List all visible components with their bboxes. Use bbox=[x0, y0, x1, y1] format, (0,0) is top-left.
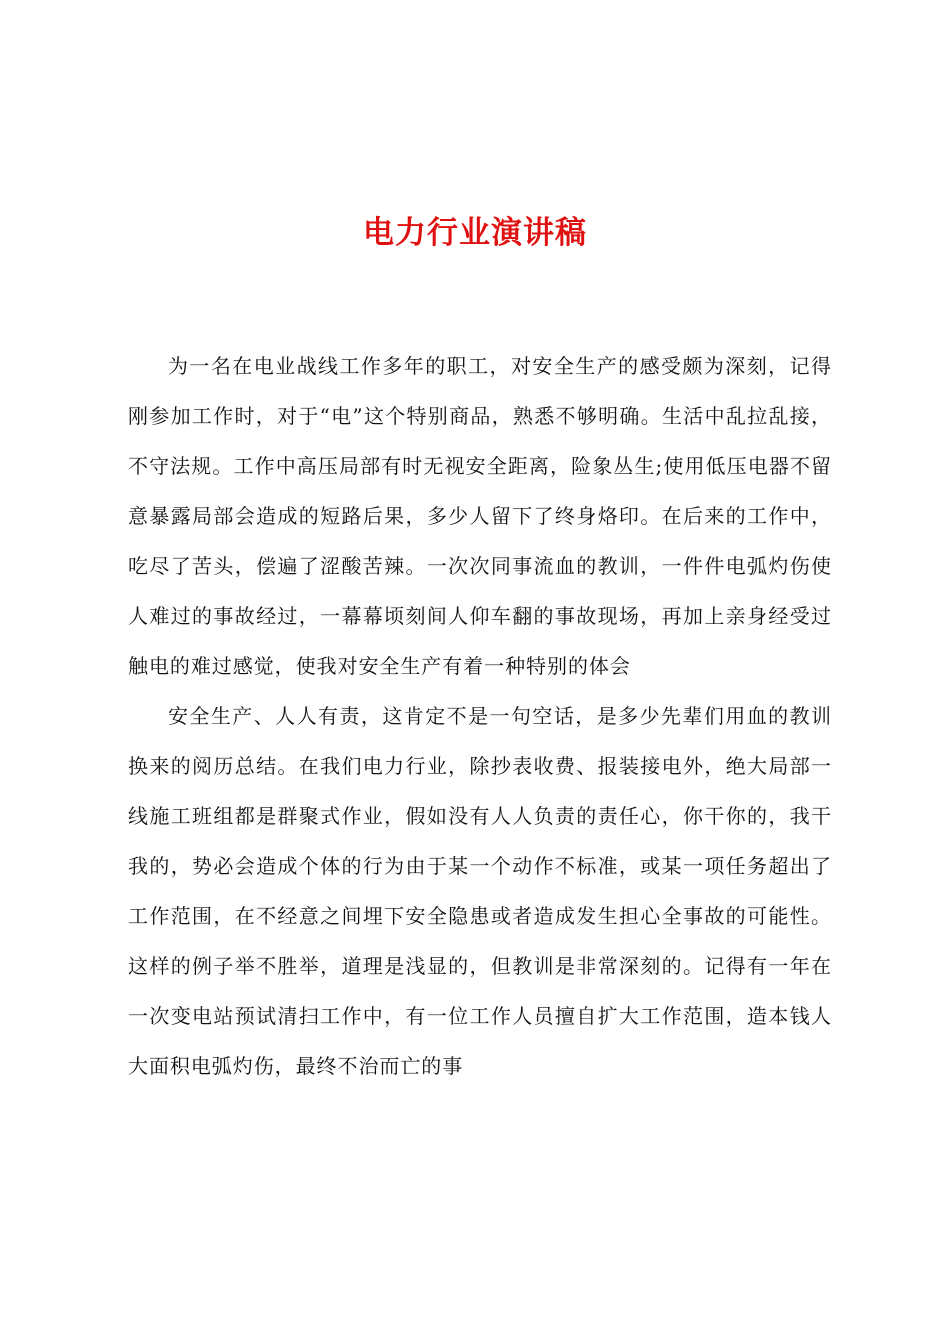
document-title: 电力行业演讲稿 bbox=[363, 215, 587, 251]
document-body bbox=[128, 341, 832, 1091]
paragraph: 安全生产、人人有责，这肯定不是一句空话，是多少先辈们用血的教训换来的阅历总结。在我们电力行业，除抄表收费、报装接电外，绝大局部一线施工班组都是群聚式作业，假如没有人人负责的责任心，你干你的，我干我的，势必会造成个体的行为由于某一个动作不标准，或某一项任务超出了工作范围，在不经意之间埋下安全隐患或者造成发生担心全事故的可能性。这样的例子举不胜举，道理是浅显的，但教训是非常深刻的。记得有一年在一次变电站预试清扫工作中，有一位工作人员擅自扩大工作范围，造本钱人大面积电弧灼伤，最终不治而亡的事 bbox=[128, 704, 832, 1078]
paragraph: 为一名在电业战线工作多年的职工，对安全生产的感受颇为深刻，记得刚参加工作时，对于“电”这个特别商品，熟悉不够明确。生活中乱拉乱接，不守法规。工作中高压局部有时无视安全距离，险象丛生;使用低压电器不留意暴露局部会造成的短路后果，多少人留下了终身烙印。在后来的工作中，吃尽了苦头，偿遍了涩酸苦辣。一次次同事流血的教训，一件件电弧灼伤使人难过的事故经过，一幕幕顷刻间人仰车翻的事故现场，再加上亲身经受过触电的难过感觉，使我对安全生产有着一种特别的体会 bbox=[128, 354, 832, 678]
